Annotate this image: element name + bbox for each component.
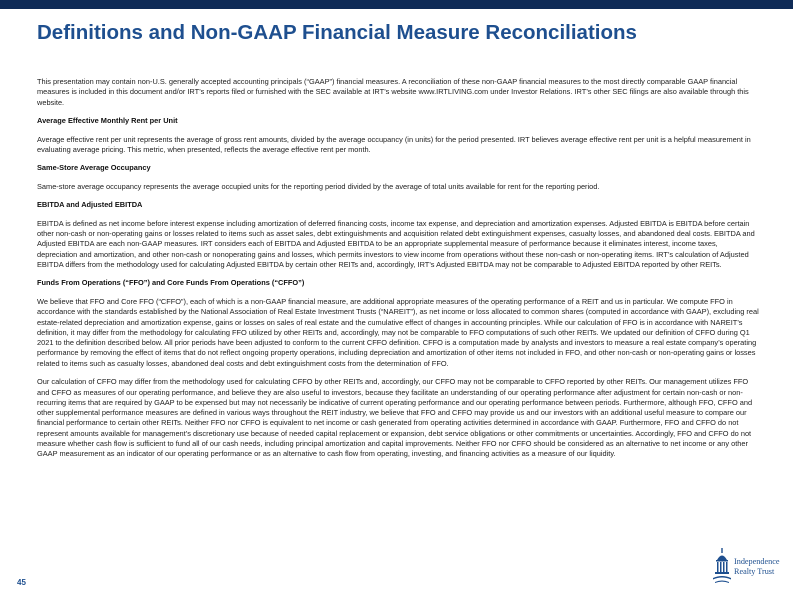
section-heading-ffo: Funds From Operations (“FFO”) and Core Funds From Operations (“CFFO”) [37, 278, 305, 288]
cffo-paragraph: Our calculation of CFFO may differ from the methodology used for calculating CFFO by other REITs and, accordingly, our CFFO may not be comparable to CFFO reported by other REITs. Our management utilizes FFO and CFFO as measures of our operating performance, and believe they are also useful to investors, because they facilitate an understanding of our operating performance after adjustment for certain non-cash or non-recurring items that are required by GAAP to be expensed but may not necessarily be indicative of current operating performance and our operating performance between periods. Furthermore, although FFO, CFFO and other supplemental performance measures are defined in various ways throughout the REIT industry, we believe that FFO and CFFO may provide us and our investors with an additional useful measure to compare our financial performance to certain other REITs. Neither FFO nor CFFO is equivalent to net income or cash generated from operating activities determined in accordance with GAAP. Furthermore, FFO and CFFO do not represent amounts available for management’s discretionary use because of needed capital replacement or expansion, debt service obligations or other commitments or uncertainties. Accordingly, FFO and CFFO do not measure whether cash flow is sufficient to fund all of our cash needs, including principal amortization and capital improvements. Neither FFO nor CFFO should be considered as an alternative to net income or any other GAAP measurement as an indicator of our operating performance or as an alternative to cash flow from operating, investing, and financing activities as a measure of our liquidity. [37, 377, 753, 459]
page-title: Definitions and Non-GAAP Financial Measure Reconciliations [37, 21, 637, 44]
ffo-paragraph: We believe that FFO and Core FFO (“CFFO”), each of which is a non-GAAP financial measure, are additional appropriate measures of the operating performance of a REIT and us in particular. We compute FFO in accordance with the standards established by the National Association of Real Estate Investment Trusts (“NAREIT”), as net income or loss allocated to common shares (computed in accordance with GAAP), excluding real estate-related depreciation and amortization expense, gains or losses on sales of real estate and the cumulative effect of changes in accounting principles. While our calculation of FFO is in accordance with NAREIT’s definition, it may differ from the methodology for calculating FFO utilized by other REITs and, accordingly, may not be comparable to FFO computations of such other REITs. We updated our definition of CFFO during Q1 2021 to the definition described below. All prior periods have been adjusted to conform to the current CFFO definition. CFFO is a computation made by analysts and investors to measure a real estate company’s operating performance by removing the effect of items that do not reflect ongoing property operations, including depreciation and amortization of other items not included in FFO, and other non-cash or non-operating gains or losses related to items such as casualty losses, abandoned deal costs and debt extinguishment costs from the determination of FFO. [37, 296, 759, 368]
section-heading-ebitda: EBITDA and Adjusted EBITDA [37, 200, 143, 210]
ebitda-paragraph: EBITDA is defined as net income before interest expense including amortization of deferred financing costs, income tax expense, and depreciation and amortization expenses. Adjusted EBITDA is EBITDA before certain other non-cash or non-operating gains or losses related to items such as asset sales, debt extinguishments and acquisition related debt extinguishment expenses, casualty losses, and abandoned deal costs. EBITDA and Adjusted EBITDA are each non-GAAP measures. IRT considers each of EBITDA and Adjusted EBITDA to be an appropriate supplemental measure of performance because it eliminates interest, income taxes, depreciation and amortization, and other non-cash or nonoperating gains and losses, which permits investors to view income from operations without these non-cash or non-operating items. IRT’s calculation of Adjusted EBITDA differs from the methodology used for calculating Adjusted EBITDA by certain other REITs and, accordingly, IRT’s Adjusted EBITDA may not be comparable to Adjusted EBITDA reported by other REITs. [37, 218, 755, 269]
average-rent-paragraph: Average effective rent per unit represents the average of gross rent amounts, divided by the average occupancy (in units) for the period presented. IRT believes average effective rent per unit is a helpful measurement in evaluating average pricing. This metric, when presented, reflects the average effective rent per month. [37, 134, 751, 154]
company-logo [712, 548, 790, 584]
same-store-occupancy-paragraph: Same-store average occupancy represents the average occupied units for the reporting period divided by the average of total units available for rent for the reporting period. [37, 181, 600, 191]
building-dome-icon [712, 548, 732, 584]
logo-text-line1: Independence [734, 557, 780, 566]
body-text [37, 77, 759, 468]
section-heading-average-rent: Average Effective Monthly Rent per Unit [37, 116, 178, 126]
section-heading-same-store-occupancy: Same-Store Average Occupancy [37, 163, 151, 173]
page-number: 45 [17, 578, 26, 587]
logo-text-line2: Realty Trust [734, 566, 775, 576]
top-bar [0, 0, 793, 9]
intro-paragraph: This presentation may contain non-U.S. generally accepted accounting principals (“GAAP”) financial measures. A reconciliation of these non-GAAP financial measures to the most directly comparable GAAP financial measures is included in this document and/or IRT’s reports filed or furnished with the SEC available at IRT’s website www.IRTLIVING.com under Investor Relations. IRT’s other SEC filings are also available through this website. [37, 77, 749, 107]
